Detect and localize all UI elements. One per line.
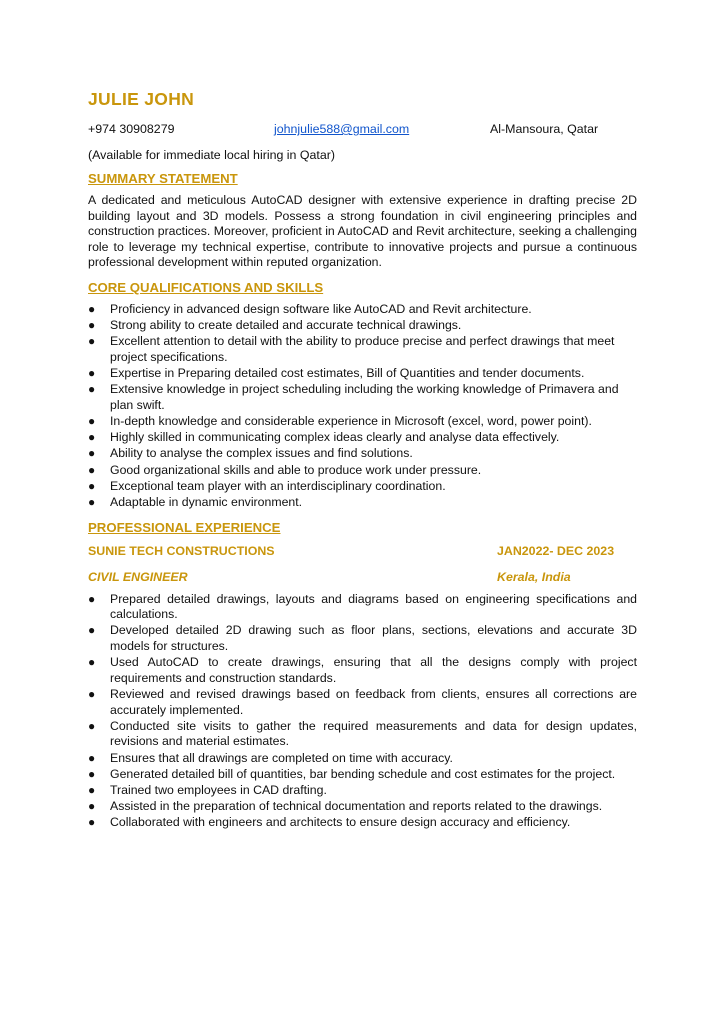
list-item-text: Ensures that all drawings are completed on time with accuracy. — [110, 750, 453, 765]
bullet-icon: ● — [88, 655, 96, 670]
list-item-text: Generated detailed bill of quantities, bar bending schedule and cost estimates for the project. — [110, 766, 616, 781]
bullet-icon: ● — [88, 446, 96, 461]
job-subheader — [88, 568, 637, 586]
job-title: CIVIL ENGINEER — [88, 569, 188, 584]
list-item — [88, 302, 637, 318]
list-item-text: Good organizational skills and able to produce work under pressure. — [110, 462, 482, 477]
list-item-text: Prepared detailed drawings, layouts and diagrams based on engineering specifications and calculations. — [110, 591, 637, 622]
list-item-text: Reviewed and revised drawings based on feedback from clients, ensures all corrections are accurately implemented. — [110, 686, 637, 717]
bullet-icon: ● — [88, 462, 96, 477]
bullet-icon: ● — [88, 718, 96, 733]
bullet-icon: ● — [88, 430, 96, 445]
list-item — [88, 719, 637, 750]
availability-note: (Available for immediate local hiring in Qatar) — [88, 148, 336, 162]
bullet-icon: ● — [88, 815, 96, 830]
list-item-text: Excellent attention to detail with the ability to produce precise and perfect drawings that meet project specifications. — [110, 334, 615, 364]
list-item — [88, 334, 637, 365]
list-item — [88, 495, 637, 511]
list-item — [88, 767, 637, 783]
bullet-icon: ● — [88, 366, 96, 381]
list-item-text: Highly skilled in communicating complex ideas clearly and analyse data effectively. — [110, 430, 560, 445]
company-name: SUNIE TECH CONSTRUCTIONS — [88, 543, 275, 558]
job-header — [88, 542, 637, 560]
list-item-text: Expertise in Preparing detailed cost estimates, Bill of Quantities and tender documents. — [110, 366, 585, 381]
list-item — [88, 799, 637, 815]
summary-heading: SUMMARY STATEMENT — [88, 171, 238, 186]
resume-page — [88, 88, 637, 831]
list-item-text: Exceptional team player with an interdisciplinary coordination. — [110, 478, 446, 493]
bullet-icon: ● — [88, 495, 96, 510]
list-item-text: Adaptable in dynamic environment. — [110, 495, 303, 510]
list-item — [88, 446, 637, 462]
list-item — [88, 783, 637, 799]
summary-text: A dedicated and meticulous AutoCAD designer with extensive experience in drafting precise 2D building layout and 3D models. Possess a strong foundation in civil engineering principles and construction practices. Moreover, proficient in AutoCAD and Revit architecture, seeking a challenging role to leverage my technical expertise, contribute to innovative projects and pursue a continuous professional development within reputed organization. — [88, 193, 637, 270]
list-item — [88, 479, 637, 495]
list-item — [88, 751, 637, 767]
phone-number: +974 30908279 — [88, 122, 175, 136]
location: Al-Mansoura, Qatar — [490, 122, 599, 136]
list-item — [88, 592, 637, 623]
list-item-text: Collaborated with engineers and architects to ensure design accuracy and efficiency. — [110, 815, 571, 830]
list-item — [88, 623, 637, 654]
list-item — [88, 687, 637, 718]
bullet-icon: ● — [88, 478, 96, 493]
candidate-name: JULIE JOHN — [88, 89, 195, 109]
list-item — [88, 655, 637, 686]
list-item-text: In-depth knowledge and considerable experience in Microsoft (excel, word, power point). — [110, 414, 592, 429]
list-item-text: Strong ability to create detailed and accurate technical drawings. — [110, 318, 462, 333]
list-item-text: Ability to analyse the complex issues and find solutions. — [110, 446, 413, 461]
job-location: Kerala, India — [497, 569, 571, 584]
list-item-text: Trained two employees in CAD drafting. — [110, 782, 327, 797]
list-item — [88, 382, 637, 413]
experience-list — [88, 592, 637, 831]
skills-heading: CORE QUALIFICATIONS AND SKILLS — [88, 279, 324, 295]
bullet-icon: ● — [88, 382, 96, 397]
job-dates: JAN2022- DEC 2023 — [497, 543, 615, 558]
bullet-icon: ● — [88, 591, 96, 606]
list-item-text: Extensive knowledge in project scheduling including the working knowledge of Primavera and plan swift. — [110, 382, 619, 412]
email-link[interactable]: johnjulie588@gmail.com — [274, 122, 410, 136]
list-item-text: Conducted site visits to gather the required measurements and data for design updates, revisions and material estimates. — [110, 718, 637, 749]
list-item — [88, 815, 637, 831]
bullet-icon: ● — [88, 750, 96, 765]
skills-list — [88, 302, 637, 511]
contact-line — [88, 120, 637, 138]
experience-heading: PROFESSIONAL EXPERIENCE — [88, 519, 281, 535]
list-item-text: Used AutoCAD to create drawings, ensuring that all the designs comply with project requirements and construction standards. — [110, 655, 637, 685]
list-item — [88, 414, 637, 430]
list-item — [88, 366, 637, 382]
bullet-icon: ● — [88, 318, 96, 333]
bullet-icon: ● — [88, 799, 96, 814]
list-item — [88, 318, 637, 334]
bullet-icon: ● — [88, 782, 96, 797]
bullet-icon: ● — [88, 686, 96, 701]
list-item — [88, 463, 637, 479]
list-item-text: Developed detailed 2D drawing such as floor plans, sections, elevations and accurate 3D models for structures. — [110, 623, 637, 653]
list-item-text: Proficiency in advanced design software like AutoCAD and Revit architecture. — [110, 301, 532, 316]
bullet-icon: ● — [88, 766, 96, 781]
bullet-icon: ● — [88, 414, 96, 429]
bullet-icon: ● — [88, 623, 96, 638]
bullet-icon: ● — [88, 301, 96, 316]
list-item-text: Assisted in the preparation of technical documentation and reports related to the drawings. — [110, 799, 603, 814]
bullet-icon: ● — [88, 334, 96, 349]
list-item — [88, 430, 637, 446]
